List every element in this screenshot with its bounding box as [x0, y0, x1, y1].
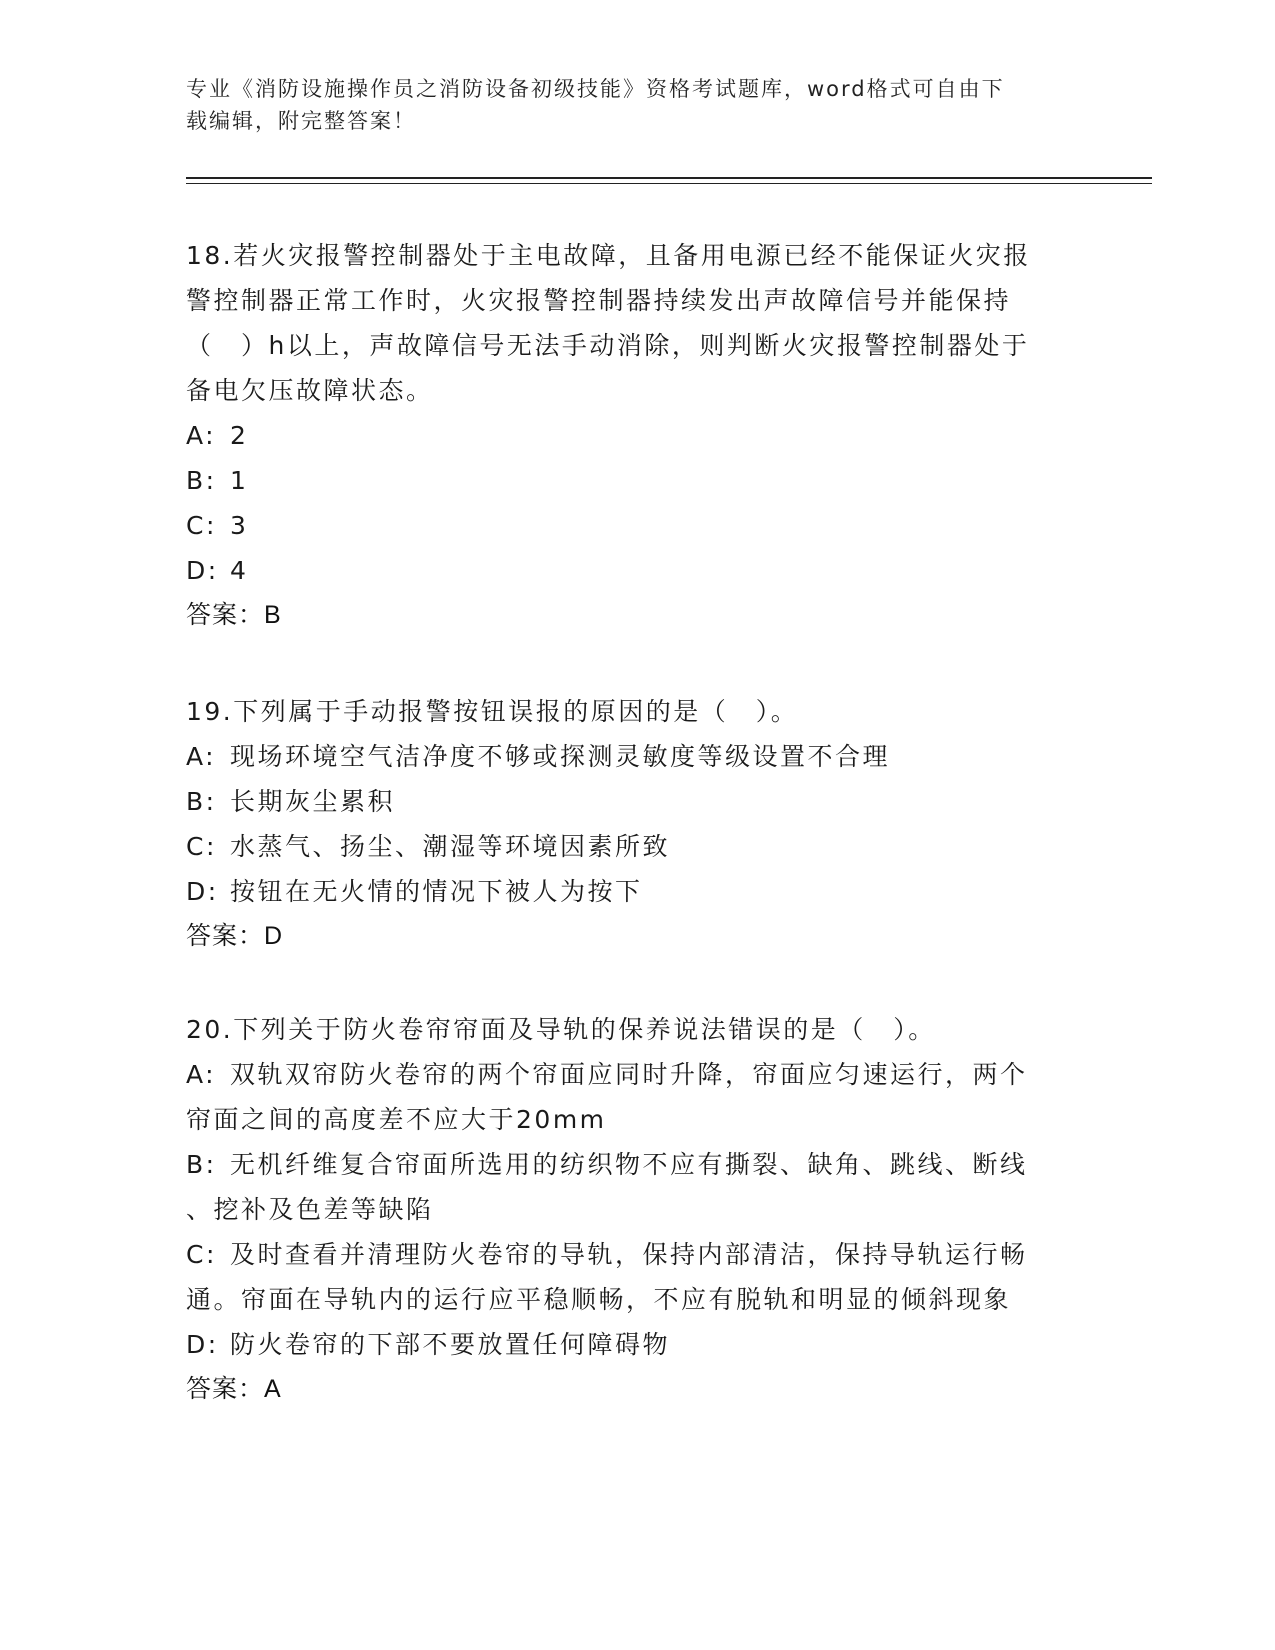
option-key: B:	[186, 1150, 217, 1179]
option-key: D:	[186, 556, 219, 585]
option-text: 无机纤维复合帘面所选用的纺织物不应有撕裂、缺角、跳线、断线	[230, 1150, 1028, 1179]
question-20	[186, 1007, 1086, 1412]
option-key: B:	[186, 787, 217, 816]
option-key: B:	[186, 466, 217, 495]
question-18	[186, 233, 1086, 638]
question-stem-line: （ ）h以上，声故障信号无法手动消除，则判断火灾报警控制器处于	[186, 331, 1030, 360]
option-a	[186, 734, 1086, 779]
option-a	[186, 1052, 1086, 1097]
option-text: 水蒸气、扬尘、潮湿等环境因素所致	[230, 832, 671, 861]
option-c	[186, 503, 1086, 548]
option-key: C:	[186, 832, 217, 861]
option-text: 长期灰尘累积	[230, 787, 396, 816]
answer-line: 答案：B	[186, 601, 282, 629]
option-text: 3	[230, 511, 249, 540]
option-b	[186, 779, 1086, 824]
question-stem-line: 18.若火灾报警控制器处于主电故障，且备用电源已经不能保证火灾报	[186, 241, 1031, 270]
option-d	[186, 548, 1086, 593]
answer-line: 答案：D	[186, 922, 284, 950]
option-text: 现场环境空气洁净度不够或探测灵敏度等级设置不合理	[230, 742, 891, 771]
option-key: C:	[186, 511, 217, 540]
option-key: D:	[186, 877, 219, 906]
option-d	[186, 869, 1086, 914]
header-divider-thin	[186, 183, 1152, 184]
option-key: A:	[186, 1060, 217, 1089]
option-text: 按钮在无火情的情况下被人为按下	[230, 877, 643, 906]
option-key: A:	[186, 421, 217, 450]
option-text: 4	[230, 556, 249, 585]
option-d	[186, 1322, 1086, 1367]
option-b	[186, 1142, 1086, 1187]
option-key: C:	[186, 1240, 217, 1269]
option-text: 及时查看并清理防火卷帘的导轨，保持内部清洁，保持导轨运行畅	[230, 1240, 1028, 1269]
option-key: D:	[186, 1330, 219, 1359]
question-stem-line: 备电欠压故障状态。	[186, 376, 434, 405]
question-stem-line: 警控制器正常工作时，火灾报警控制器持续发出声故障信号并能保持	[186, 286, 1012, 315]
option-c-continued: 通。帘面在导轨内的运行应平稳顺畅，不应有脱轨和明显的倾斜现象	[186, 1285, 1012, 1314]
option-a	[186, 413, 1086, 458]
answer-line: 答案：A	[186, 1375, 282, 1403]
option-b-continued: 、挖补及色差等缺陷	[186, 1195, 434, 1224]
option-c	[186, 824, 1086, 869]
question-stem-line: 19.下列属于手动报警按钮误报的原因的是（ ）。	[186, 697, 799, 726]
option-a-continued: 帘面之间的高度差不应大于20mm	[186, 1105, 607, 1134]
question-stem-line: 20.下列关于防火卷帘帘面及导轨的保养说法错误的是（ ）。	[186, 1015, 936, 1044]
header-line-2: 载编辑，附完整答案！	[186, 109, 416, 133]
document-header	[186, 73, 1066, 137]
question-19	[186, 689, 1086, 959]
option-b	[186, 458, 1086, 503]
option-key: A:	[186, 742, 217, 771]
option-c	[186, 1232, 1086, 1277]
option-text: 防火卷帘的下部不要放置任何障碍物	[230, 1330, 671, 1359]
option-text: 双轨双帘防火卷帘的两个帘面应同时升降，帘面应匀速运行，两个	[230, 1060, 1028, 1089]
option-text: 2	[230, 421, 249, 450]
option-text: 1	[230, 466, 249, 495]
header-divider-thick	[186, 177, 1152, 179]
header-line-1: 专业《消防设施操作员之消防设备初级技能》资格考试题库，word格式可自由下	[186, 77, 1005, 101]
